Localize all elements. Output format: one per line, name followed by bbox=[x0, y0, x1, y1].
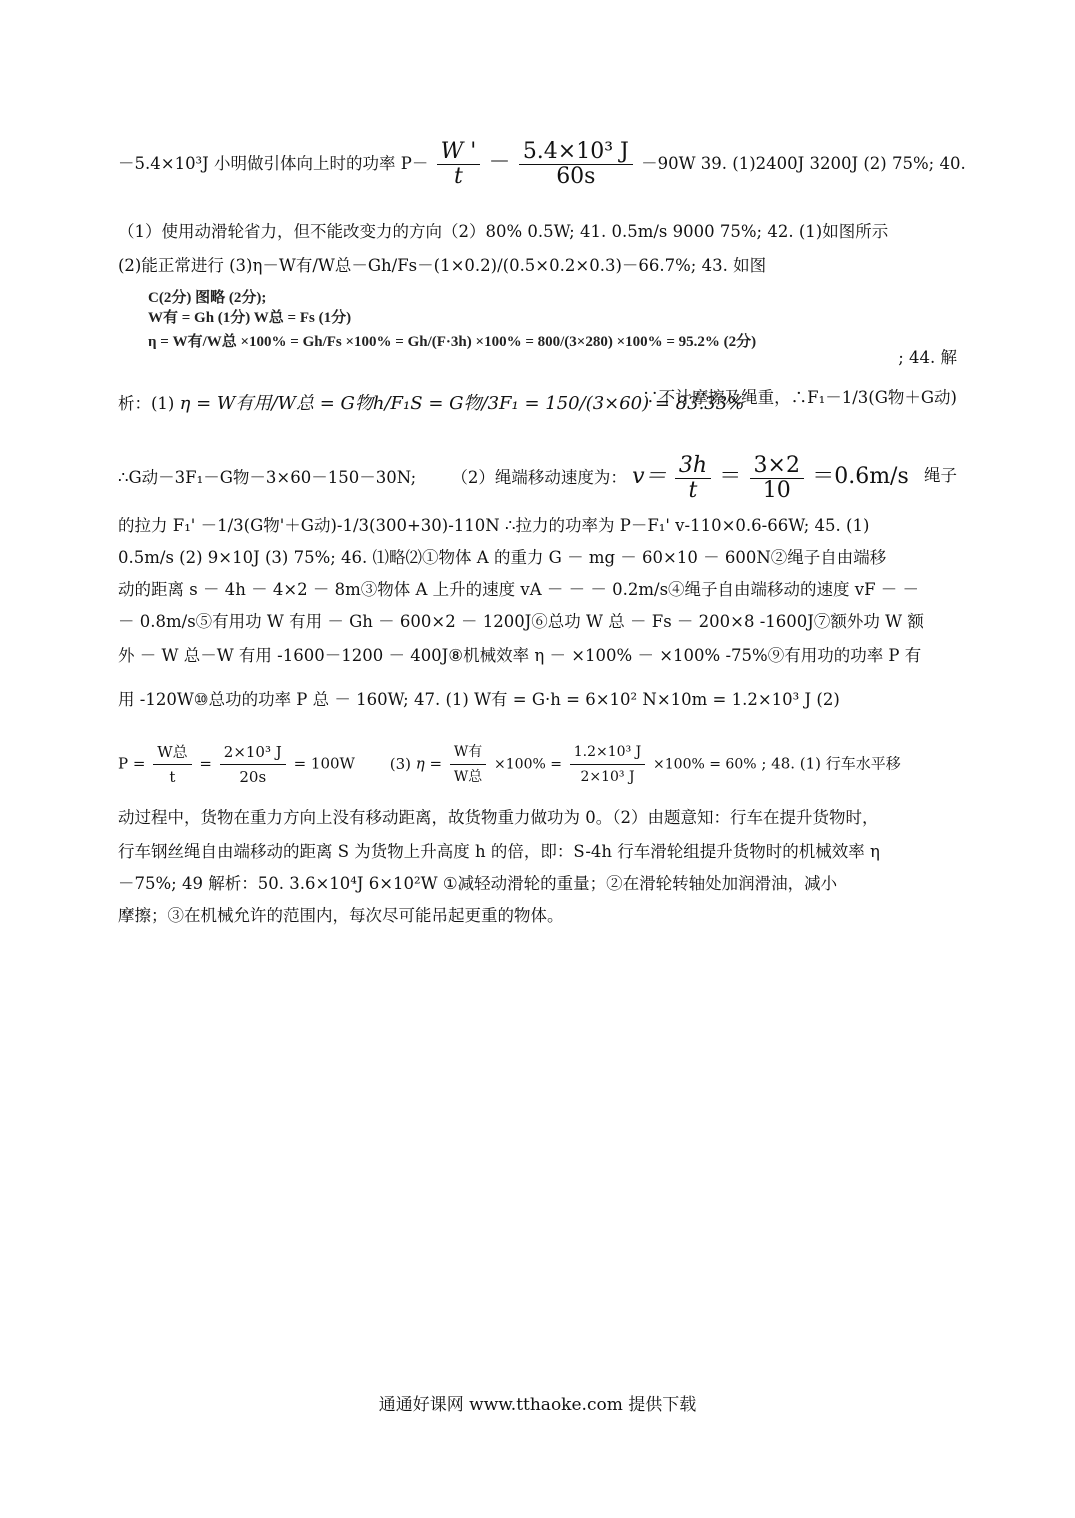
answer-line-15: 行车钢丝绳自由端移动的距离 S 为货物上升高度 h 的倍，即：S-4h 行车滑轮组提升货物时的机械效率 η bbox=[118, 842, 880, 861]
answer-line-4: ; 44. 解 bbox=[898, 348, 957, 367]
answer-line-5b: ∵不计摩擦及绳重，∴F₁－1/3(G物＋G动) bbox=[642, 388, 957, 407]
answer-line-6: ∴G动－3F₁－G物－3×60－150－30N; （2）绳端移动速度为： v＝ $\frac{3h}{t}$ ＝ $\frac{3\times 2}{10}$ ＝0.6m/s bbox=[118, 453, 909, 503]
formula-line: W有 = Gh (1分) W总 = Fs (1分) bbox=[148, 310, 352, 326]
fraction: $\frac{W '}{t}$ bbox=[437, 140, 481, 189]
answer-line-6c: 绳子 bbox=[924, 466, 957, 485]
answer-line-3: (2)能正常进行 (3)η－W有/W总－Gh/Fs－(1×0.2)/(0.5×0.2×0.3)－66.7%; 43. 如图 bbox=[118, 256, 767, 275]
fraction: $\frac{\text{1.2×10³ J}}{\text{2×10³ J}}$ bbox=[570, 740, 645, 789]
answer-line-1: －5.4×10³J 小明做引体向上时的功率 P－ $\frac{W '}{t}$ － $\frac{\text{5.4×10³ J}}{60s}$ －90W 39. (1)2400J 3200J (2) 75%; 40. bbox=[118, 139, 966, 189]
formula-line: η = W有/W总 ×100% = Gh/Fs ×100% = Gh/(F·3h) ×100% = 800/(3×280) ×100% = 95.2% (2分) bbox=[148, 334, 757, 350]
formula-line: C(2分) 图略 (2分); bbox=[148, 290, 267, 306]
fraction: $\frac{3h}{t}$ bbox=[675, 454, 711, 503]
text: －5.4×10³J 小明做引体向上时的功率 P－ bbox=[118, 154, 429, 173]
fraction: $\frac{3\times 2}{10}$ bbox=[750, 454, 804, 503]
answer-line-14: 动过程中，货物在重力方向上没有移动距离，故货物重力做功为 0。（2）由题意知：行车在提升货物时， bbox=[118, 808, 879, 827]
answer-line-10: － 0.8m/s⑤有用功 W 有用 － Gh － 600×2 － 1200J⑥总功 W 总 － Fs － 200×8 -1600J⑦额外功 W 额 bbox=[118, 612, 924, 631]
answer-line-8: 0.5m/s (2) 9×10J (3) 75%; 46. ⑴略⑵①物体 A 的重力 G － mg － 60×10 － 600N②绳子自由端移 bbox=[118, 548, 887, 567]
answer-line-17: 摩擦；③在机械允许的范围内，每次尽可能吊起更重的物体。 bbox=[118, 906, 564, 925]
footer-credit: 通通好课网 www.tthaoke.com 提供下载 bbox=[378, 1395, 697, 1415]
answer-line-13: P = $\frac{\text{W总}}{t}$ = $\frac{\text{2×10³ J}}{20s}$ = 100W (3) η = $\frac{\text{W有}}{\text{W总}}$ ×100% = $\frac{\text{1.2×10³ J}}{\text{2×10³ J}}$ ×100% = 60% ; 48. (1) 行车水平移 bbox=[118, 740, 957, 789]
answer-line-7: 的拉力 F₁' －1/3(G物'＋G动)-1/3(300+30)-110N ∴拉力的功率为 P－F₁' v-110×0.6-66W; 45. (1) bbox=[118, 516, 870, 535]
answer-line-12: 用 -120W⑩总功的功率 P 总 － 160W; 47. (1) W有 = G·h = 6×10² N×10m = 1.2×10³ J (2) bbox=[118, 690, 840, 709]
fraction: $\frac{\text{W总}}{t}$ bbox=[153, 740, 191, 789]
fraction: $\frac{\text{5.4×10³ J}}{60s}$ bbox=[519, 140, 633, 189]
fraction: $\frac{\text{W有}}{\text{W总}}$ bbox=[450, 740, 486, 789]
answer-line-16: －75%; 49 解析：50. 3.6×10⁴J 6×10²W ①减轻动滑轮的重量；②在滑轮转轴处加润滑油，减小 bbox=[118, 874, 838, 893]
answer-line-5: 析：(1) η = W有用/W总 = G物h/F₁S = G物/3F₁ = 150/(3×60) = 83.33% bbox=[118, 393, 745, 414]
fraction: $\frac{\text{2×10³ J}}{20s}$ bbox=[220, 740, 286, 789]
answer-line-9: 动的距离 s － 4h － 4×2 － 8m③物体 A 上升的速度 vA － － － 0.2m/s④绳子自由端移动的速度 vF － － bbox=[118, 580, 920, 599]
answer-line-11: 外 － W 总－W 有用 -1600－1200 － 400J⑧机械效率 η － ×100% － ×100% -75%⑨有用功的功率 P 有 bbox=[118, 646, 922, 665]
answer-line-2: （1）使用动滑轮省力，但不能改变力的方向（2）80% 0.5W; 41. 0.5m/s 9000 75%; 42. (1)如图所示 bbox=[118, 222, 889, 241]
text: －90W 39. (1)2400J 3200J (2) 75%; 40. bbox=[641, 154, 966, 173]
efficiency-equation: η = W有用/W总 = G物h/F₁S = G物/3F₁ = 150/(3×60) = 83.33% bbox=[179, 393, 745, 414]
